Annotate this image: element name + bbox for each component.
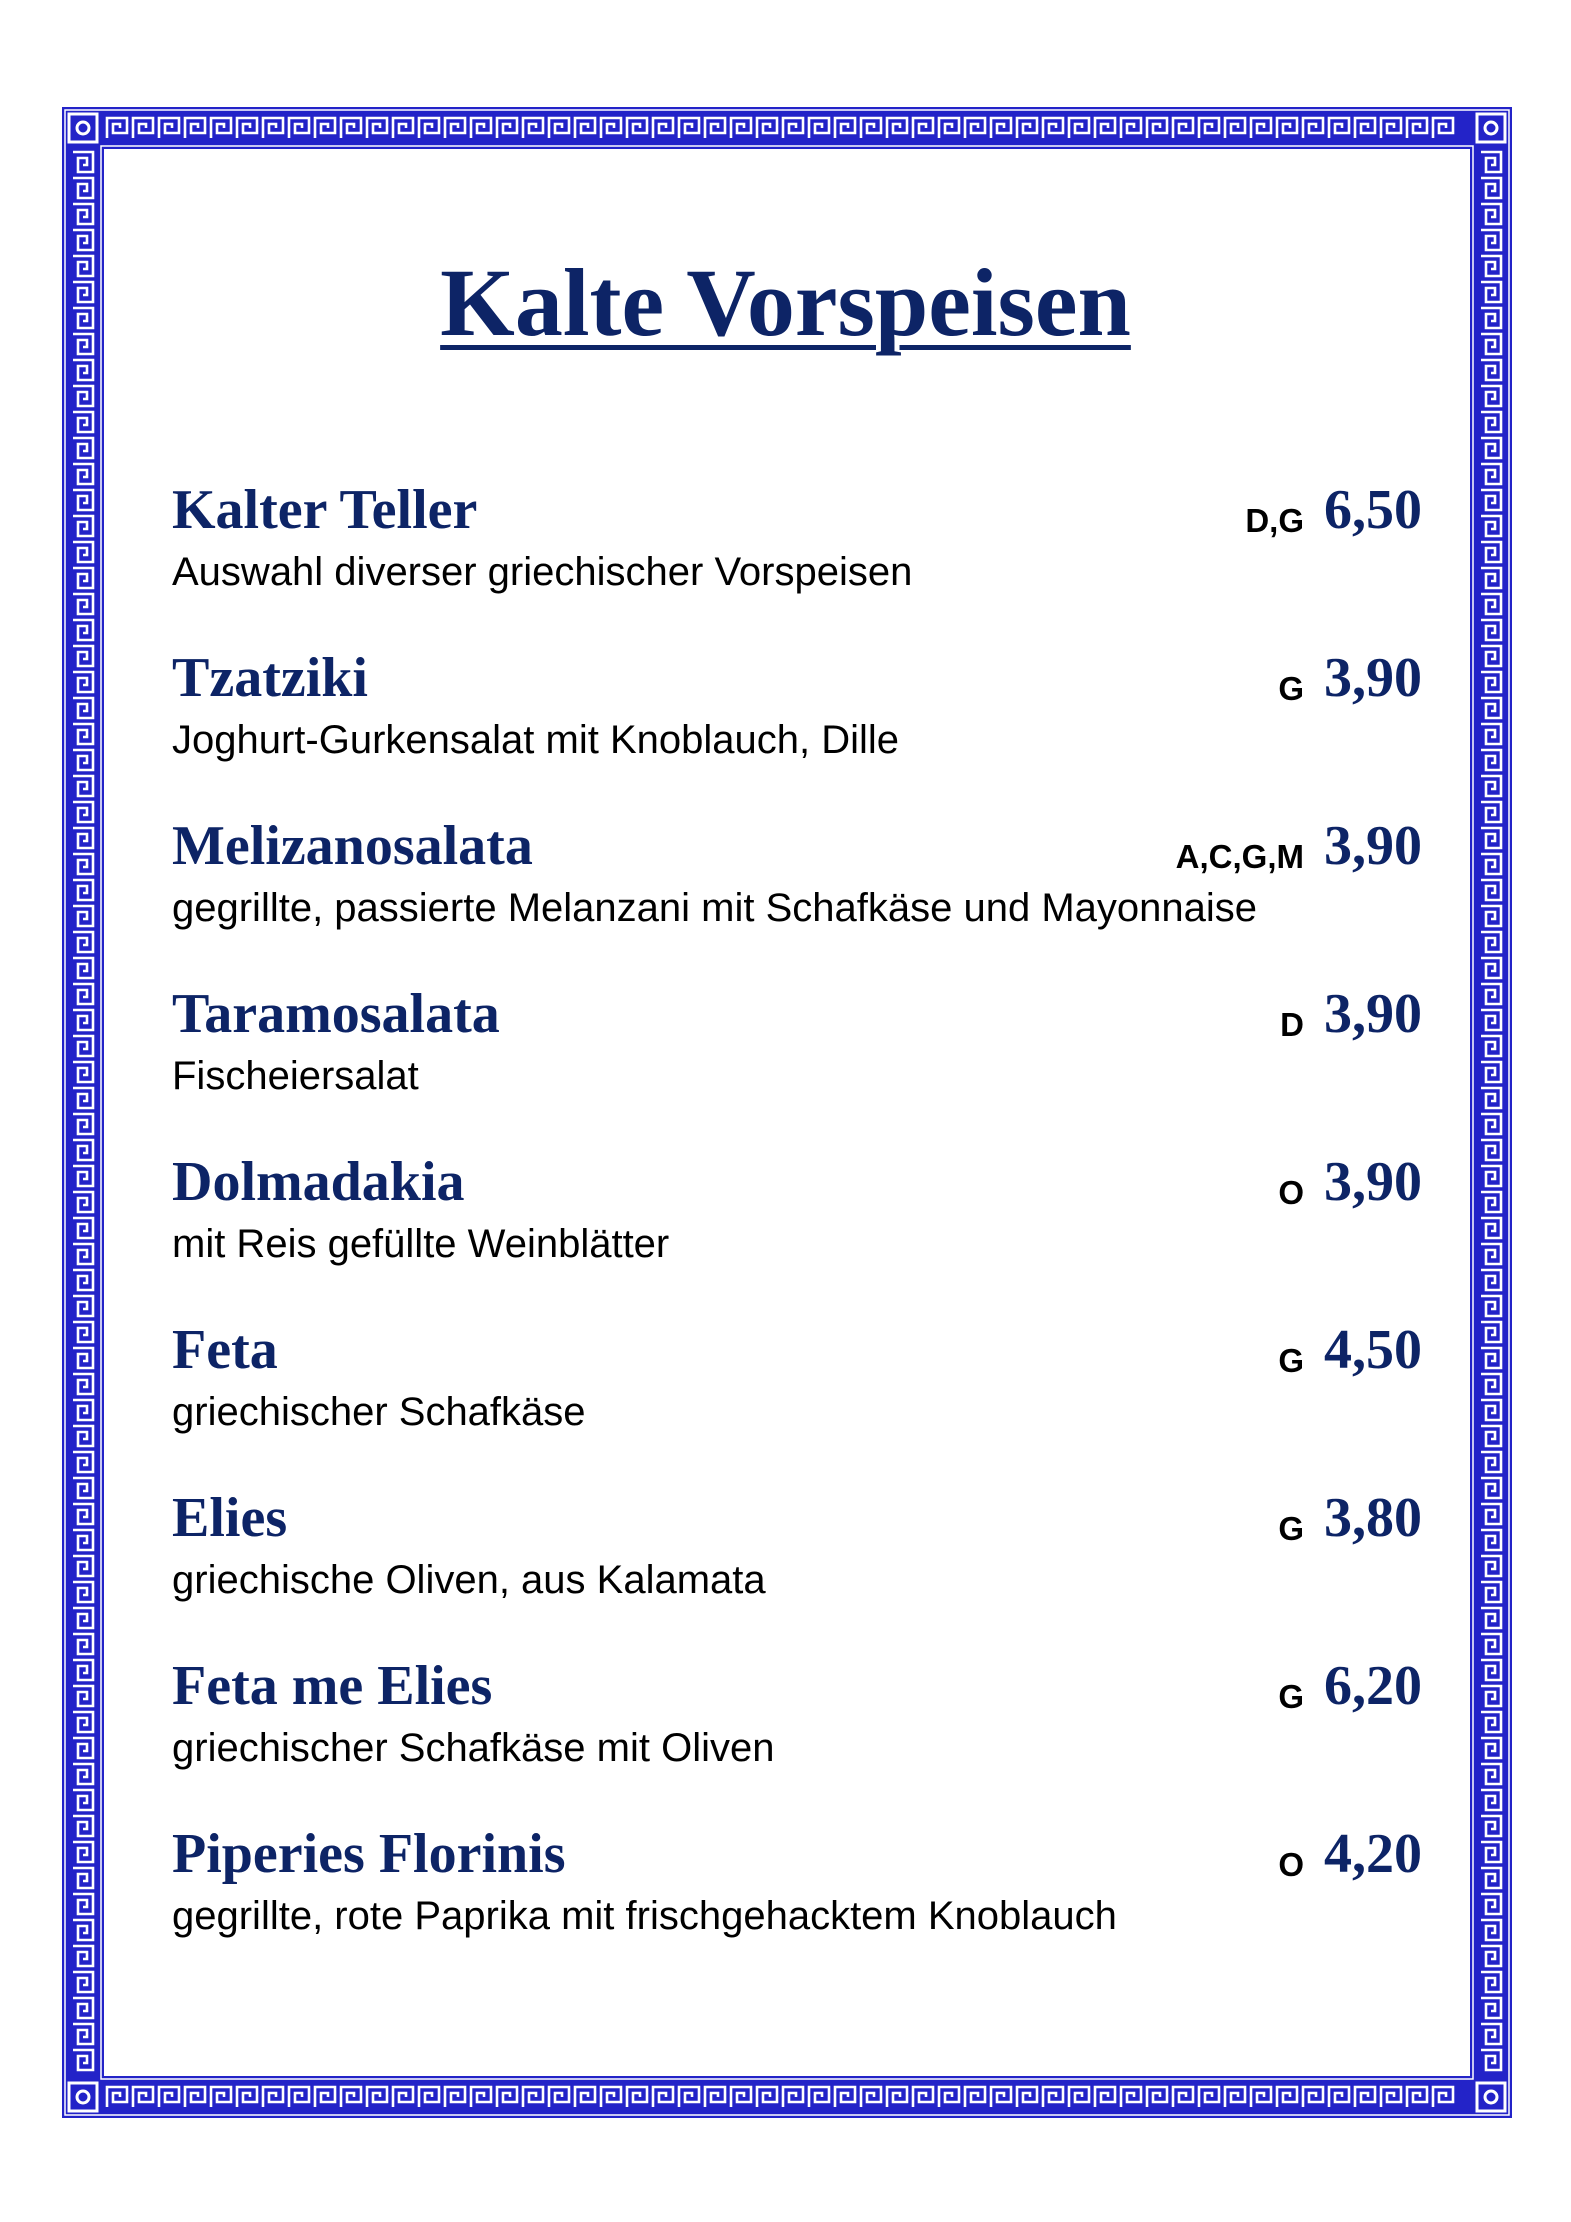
menu-item-description: griechische Oliven, aus Kalamata bbox=[172, 1558, 766, 1602]
menu-item-allergens: O bbox=[1278, 1174, 1304, 1211]
page-title-text: Kalte Vorspeisen bbox=[440, 249, 1131, 356]
menu-item bbox=[172, 983, 1422, 1106]
menu-item-description: griechischer Schafkäse bbox=[172, 1390, 586, 1434]
menu-item-allergens: A,C,G,M bbox=[1175, 838, 1304, 875]
menu-item-name: Feta bbox=[172, 1319, 278, 1381]
menu-item-price: 6,20 bbox=[1324, 1655, 1422, 1717]
menu-item-description: griechischer Schafkäse mit Oliven bbox=[172, 1726, 775, 1770]
menu-item-name: Feta me Elies bbox=[172, 1655, 493, 1717]
menu-item-description: mit Reis gefüllte Weinblätter bbox=[172, 1222, 670, 1266]
menu-item bbox=[172, 1151, 1422, 1274]
menu-item-allergens: G bbox=[1278, 1510, 1304, 1547]
menu-item-price: 3,90 bbox=[1324, 815, 1422, 877]
menu-item-price: 3,90 bbox=[1324, 983, 1422, 1045]
menu-item-allergens: G bbox=[1278, 1678, 1304, 1715]
menu-item-description: Joghurt-Gurkensalat mit Knoblauch, Dille bbox=[172, 718, 900, 762]
menu-item-allergens: G bbox=[1278, 1342, 1304, 1379]
menu-item-name: Piperies Florinis bbox=[172, 1823, 566, 1885]
menu-item bbox=[172, 647, 1422, 770]
menu-item-price: 3,90 bbox=[1324, 647, 1422, 709]
menu-item-name: Taramosalata bbox=[172, 983, 500, 1045]
menu-item-price: 4,20 bbox=[1324, 1823, 1422, 1885]
menu-item bbox=[172, 1823, 1422, 1946]
menu-item-price: 3,80 bbox=[1324, 1487, 1422, 1549]
menu-item-name: Kalter Teller bbox=[172, 479, 478, 541]
menu-item bbox=[172, 479, 1422, 602]
menu-item-description: gegrillte, passierte Melanzani mit Schafkäse und Mayonnaise bbox=[172, 886, 1258, 930]
menu-item-allergens: O bbox=[1278, 1846, 1304, 1883]
menu-item-allergens: D,G bbox=[1245, 502, 1304, 539]
menu-item bbox=[172, 815, 1422, 938]
menu-item bbox=[172, 1487, 1422, 1610]
menu-item-description: Auswahl diverser griechischer Vorspeisen bbox=[172, 550, 913, 594]
menu-item-name: Dolmadakia bbox=[172, 1151, 465, 1213]
menu-item-allergens: D bbox=[1280, 1006, 1304, 1043]
menu-item-name: Tzatziki bbox=[172, 647, 368, 709]
menu-item-description: Fischeiersalat bbox=[172, 1054, 419, 1098]
menu-item bbox=[172, 1319, 1422, 1442]
menu-item-description: gegrillte, rote Paprika mit frischgehacktem Knoblauch bbox=[172, 1894, 1117, 1938]
menu-item-price: 3,90 bbox=[1324, 1151, 1422, 1213]
menu-item-name: Elies bbox=[172, 1487, 288, 1549]
menu-item-price: 6,50 bbox=[1324, 479, 1422, 541]
menu-item-price: 4,50 bbox=[1324, 1319, 1422, 1381]
page-title bbox=[0, 249, 1571, 356]
menu-item-allergens: G bbox=[1278, 670, 1304, 707]
menu-item bbox=[172, 1655, 1422, 1778]
menu-item-name: Melizanosalata bbox=[172, 815, 533, 877]
